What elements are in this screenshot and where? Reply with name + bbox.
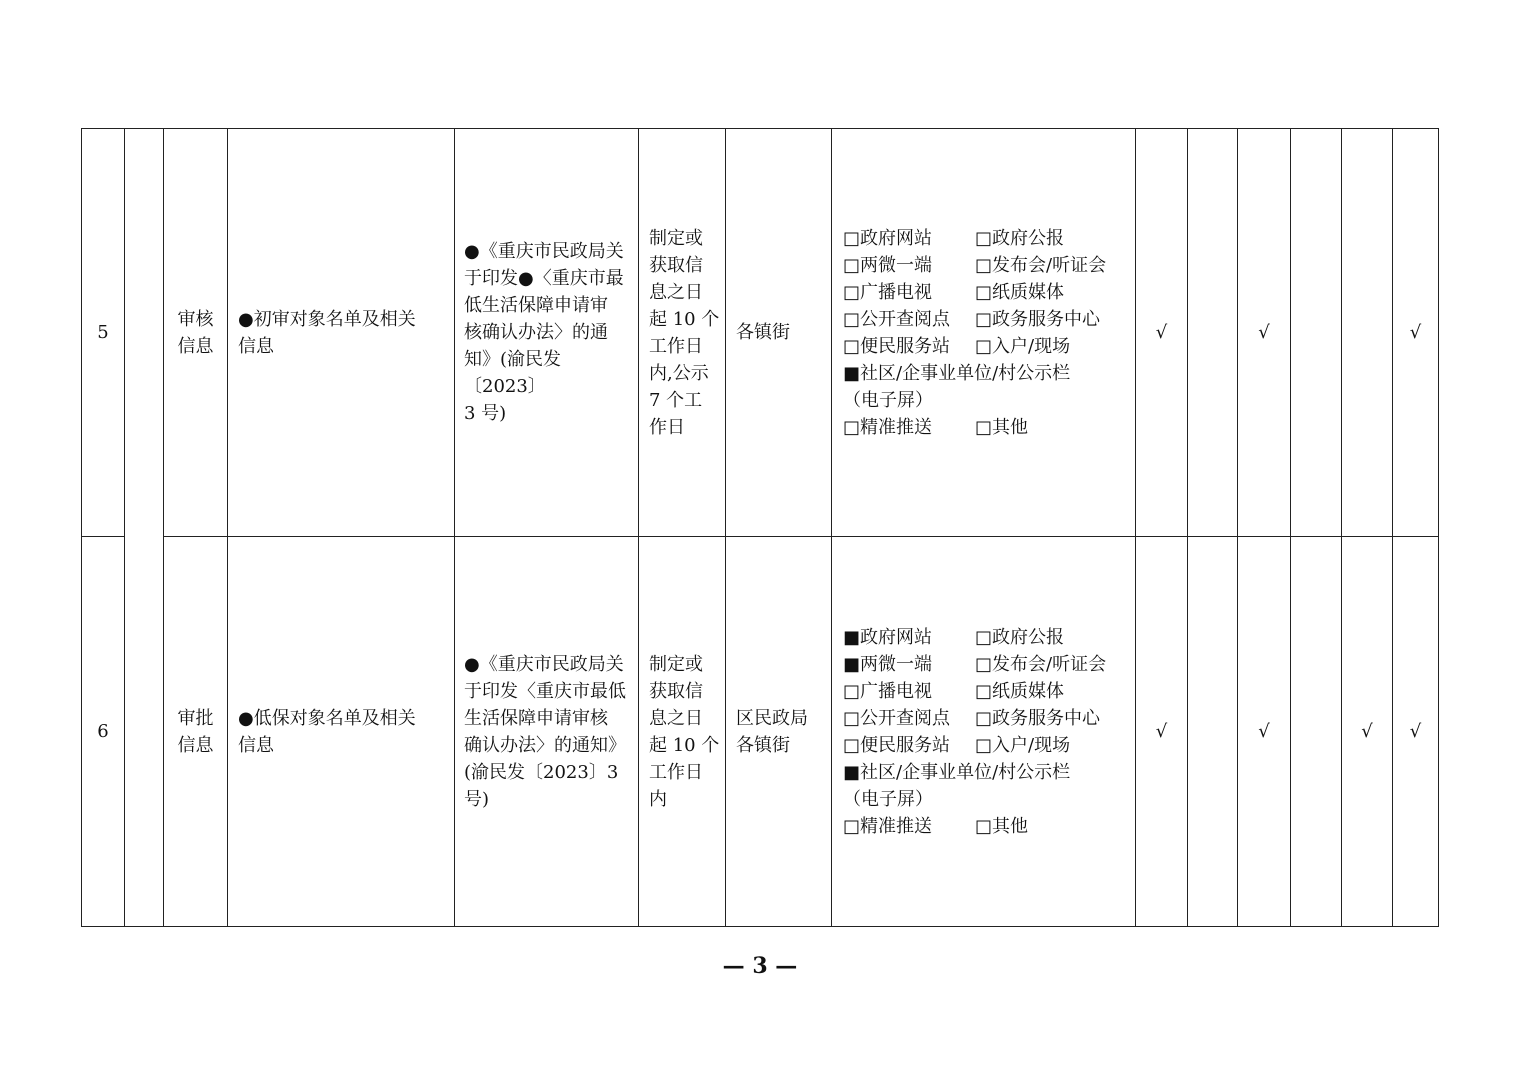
basis-cell: ●《重庆市民政局关 于印发〈重庆市最低 生活保障申请审核 确认办法〉的通知》 (渝民发〔2023〕3 号) [455, 537, 639, 927]
check-mark: √ [1393, 537, 1439, 927]
check-mark: √ [1238, 129, 1291, 537]
subject-cell: 各镇街 [726, 129, 832, 537]
check-mark [1342, 129, 1393, 537]
page-number: — 3 — [722, 953, 798, 979]
check-mark [1291, 129, 1342, 537]
category-cell: 审批 信息 [164, 537, 228, 927]
check-mark: √ [1136, 537, 1188, 927]
content-cell: ●初审对象名单及相关 信息 [228, 129, 455, 537]
content-cell: ●低保对象名单及相关 信息 [228, 537, 455, 927]
merged-blank-cell [125, 129, 164, 927]
disclosure-table [81, 128, 1439, 927]
check-mark: √ [1393, 129, 1439, 537]
time-limit-cell: 制定或 获取信 息之日 起 10 个 工作日 内,公示 7 个工 作日 [639, 129, 726, 537]
check-mark [1291, 537, 1342, 927]
check-mark: √ [1136, 129, 1188, 537]
channels-cell: ■政府网站 □政府公报 ■两微一端 □发布会/听证会 □广播电视 □纸质媒体 □公开查阅点 □政务服务中心 □便民服务站 □入户/现场 ■社区/企事业单位/村公示栏 （电子屏） □精准推送 □其他 [832, 537, 1136, 927]
check-mark [1188, 129, 1238, 537]
category-cell: 审核 信息 [164, 129, 228, 537]
check-mark: √ [1342, 537, 1393, 927]
check-mark [1188, 537, 1238, 927]
table-row [82, 537, 1439, 927]
subject-cell: 区民政局 各镇街 [726, 537, 832, 927]
check-mark: √ [1238, 537, 1291, 927]
row-number: 6 [82, 537, 125, 927]
row-number: 5 [82, 129, 125, 537]
table-row [82, 129, 1439, 537]
time-limit-cell: 制定或 获取信 息之日 起 10 个 工作日 内 [639, 537, 726, 927]
basis-cell: ●《重庆市民政局关 于印发●〈重庆市最 低生活保障申请审 核确认办法〉的通 知》(渝民发〔2023〕 3 号) [455, 129, 639, 537]
channels-cell: □政府网站 □政府公报 □两微一端 □发布会/听证会 □广播电视 □纸质媒体 □公开查阅点 □政务服务中心 □便民服务站 □入户/现场 ■社区/企事业单位/村公示栏 （电子屏） □精准推送 □其他 [832, 129, 1136, 537]
